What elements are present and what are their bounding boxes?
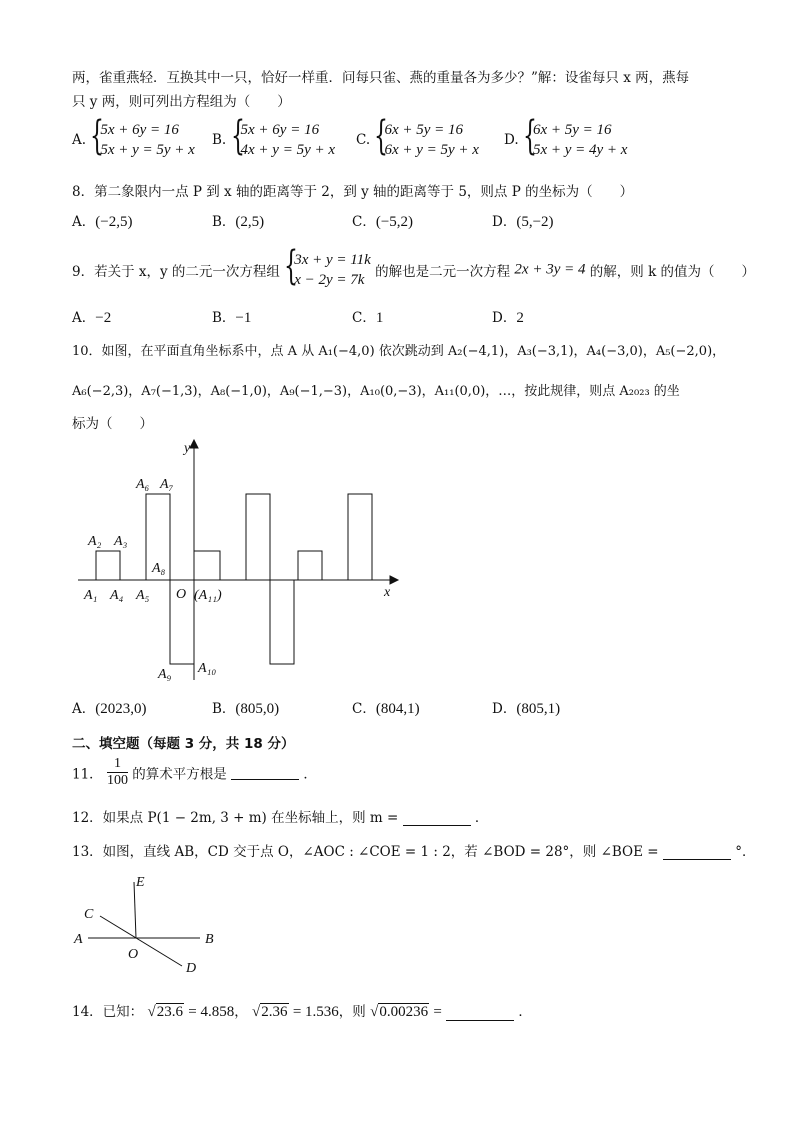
q13-angle-figure: [72, 868, 242, 978]
label-a3: A₃: [114, 534, 128, 549]
q10-coordinate-figure: [72, 436, 412, 686]
q7-option-c[interactable]: C. { 6x + 5y = 16 6x + y = 5y + x: [356, 113, 479, 159]
label-a5: A₅: [136, 588, 150, 603]
q10-line2: A₆(−2,3)，A₇(−1,3)，A₈(−1,0)，A₉(−1,−3)，A₁₀(0,−3)，A₁₁(0,0)，…，按此规律，则点 A₂₀₂₃ 的坐: [72, 384, 680, 399]
label-a: A: [74, 932, 83, 947]
label-o: O: [128, 947, 139, 962]
q8-option-a[interactable]: A．(−2,5): [72, 214, 133, 230]
q9-stem: 9．若关于 x，y 的二元一次方程组 { 3x + y = 11k x − 2y = 7k 的解也是二元一次方程 2x + 3y = 4 的解，则 k 的值为（ ）: [72, 243, 756, 289]
q9-option-b[interactable]: B．−1: [212, 310, 252, 326]
q7-line1: 两，雀重燕轻．互换其中一只，恰好一样重．问每只雀、燕的重量各为多少？”解：设雀每只 x 两，燕每: [72, 70, 690, 86]
label-d: D: [186, 961, 197, 976]
q7-option-d[interactable]: D. { 6x + 5y = 16 5x + y = 4y + x: [504, 113, 628, 159]
label-b: B: [205, 932, 214, 947]
label-a10: A₁₀: [198, 661, 217, 676]
q7-line2: 只 y 两，则可列出方程组为（ ）: [72, 94, 291, 110]
label-a9: A₉: [158, 667, 172, 682]
square-root: √2.36: [252, 1004, 288, 1020]
label-c: C: [84, 907, 94, 922]
step-rect-8: [348, 494, 372, 580]
q8-option-d[interactable]: D．(5,−2): [492, 214, 554, 230]
q14: 14．已知： √23.6 = 4.858， √2.36 = 1.536，则 √0.00236 = ．: [72, 1004, 532, 1020]
step-rect-7: [298, 551, 322, 580]
q10-option-c[interactable]: C．(804,1): [352, 701, 420, 717]
q7-options: [72, 113, 732, 166]
origin-label: O: [176, 587, 187, 602]
step-rect-4: [194, 551, 220, 580]
q8-option-b[interactable]: B．(2,5): [212, 214, 265, 230]
x-axis-label: x: [384, 585, 391, 600]
label-a1: A₁: [84, 588, 98, 603]
fraction: $\frac{1}{100}$: [106, 756, 128, 788]
answer-blank[interactable]: [446, 1006, 514, 1021]
q9-option-a[interactable]: A．−2: [72, 310, 112, 326]
answer-blank[interactable]: [663, 845, 731, 860]
equation-system: { 6x + 5y = 16 5x + y = 4y + x: [522, 113, 628, 159]
section-title: 二、填空题（每题 3 分，共 18 分）: [72, 736, 295, 752]
label-a6: A₆: [136, 477, 150, 492]
label-a8: A₈: [152, 561, 166, 576]
square-root: √0.00236: [370, 1004, 429, 1020]
q10-line1: 10．如图，在平面直角坐标系中，点 A 从 A₁(−4,0) 依次跳动到 A₂(−4,1)，A₃(−3,1)，A₄(−3,0)，A₅(−2,0)，: [72, 344, 726, 359]
answer-blank[interactable]: [231, 765, 299, 780]
q9-option-c[interactable]: C．1: [352, 310, 384, 326]
q9-options: [72, 306, 732, 326]
y-axis-label: y: [184, 441, 191, 456]
equation-system: { 3x + y = 11k x − 2y = 7k: [284, 243, 371, 289]
label-a11: (A₁₁): [194, 588, 222, 603]
step-rect-5: [246, 494, 270, 580]
square-root: √23.6: [147, 1004, 183, 1020]
q10-option-a[interactable]: A．(2023,0): [72, 701, 147, 717]
ray-oe: [134, 882, 136, 938]
q12: 12．如果点 P(1 − 2m, 3 + m) 在坐标轴上，则 m = ．: [72, 810, 489, 826]
label-a4: A₄: [110, 588, 124, 603]
label-e: E: [136, 875, 145, 890]
q10-option-d[interactable]: D．(805,1): [492, 701, 561, 717]
equation-system: { 5x + 6y = 16 4x + y = 5y + x: [230, 113, 336, 159]
q10-line3: 标为（ ）: [72, 416, 153, 432]
step-rect-6: [270, 580, 294, 664]
equation-system: { 5x + 6y = 16 5x + y = 5y + x: [90, 113, 195, 159]
q13: 13．如图，直线 AB，CD 交于点 O，∠AOC : ∠COE = 1 : 2，若 ∠BOD = 28°，则 ∠BOE = °．: [72, 844, 756, 860]
line-cd: [100, 916, 182, 966]
q11: 11． $\frac{1}{100}$ 的算术平方根是 ．: [72, 756, 317, 788]
label-a7: A₇: [160, 477, 174, 492]
q10-option-b[interactable]: B．(805,0): [212, 701, 280, 717]
answer-blank[interactable]: [403, 811, 471, 826]
q8-options: [72, 210, 732, 230]
y-axis-arrow: [190, 440, 198, 448]
q7-option-b[interactable]: B. { 5x + 6y = 16 4x + y = 5y + x: [212, 113, 336, 159]
step-rect-1: [96, 551, 120, 580]
equation-system: { 6x + 5y = 16 6x + y = 5y + x: [374, 113, 479, 159]
q8-option-c[interactable]: C．(−5,2): [352, 214, 414, 230]
x-axis-arrow: [390, 576, 398, 584]
q10-options: [72, 697, 732, 717]
q8-text: 8．第二象限内一点 P 到 x 轴的距离等于 2，到 y 轴的距离等于 5，则点 P 的坐标为（ ）: [72, 184, 634, 200]
q9-option-d[interactable]: D．2: [492, 310, 524, 326]
label-a2: A₂: [88, 534, 102, 549]
q7-option-a[interactable]: A. { 5x + 6y = 16 5x + y = 5y + x: [72, 113, 195, 159]
